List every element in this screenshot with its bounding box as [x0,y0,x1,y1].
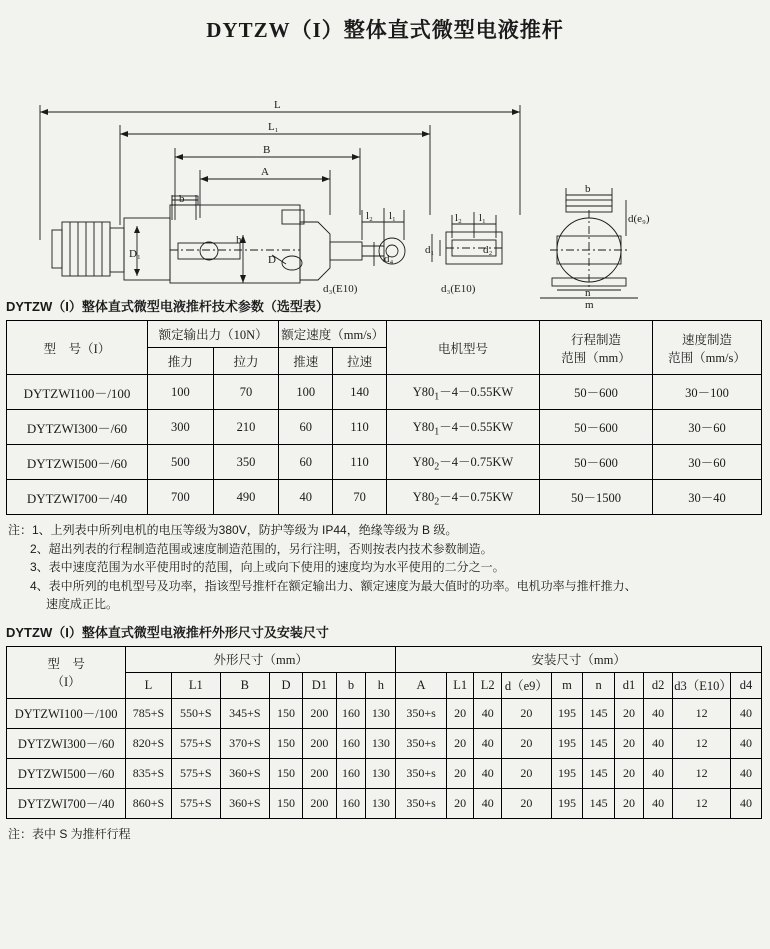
col-d3: d3（E10） [673,672,731,698]
cell-stroke: 50－600 [540,445,653,480]
cell-n: 145 [583,758,615,788]
col-L2: L2 [474,672,502,698]
cell-vpull: 70 [333,480,387,515]
cell-d2: 40 [644,698,673,728]
cell-d3: 12 [673,728,731,758]
cell-b: 160 [336,758,366,788]
dim-label-L: L [274,99,281,111]
cell-push: 500 [148,445,214,480]
cell-model: DYTZWI300－/60 [7,410,148,445]
cell-D: 150 [269,728,302,758]
dim-label-l1-left: l₁ [389,210,396,222]
cell-model: DYTZWI100－/100 [7,698,126,728]
dim-label-b-right: b [585,183,591,195]
col-L: L [126,672,172,698]
motor-subscript: 1 [434,426,440,438]
dim-label-A: A [261,166,269,178]
dim-label-d3-mid: d₃(E10) [441,283,476,295]
col-speed-range-line2: 范围（mm/s） [668,350,746,365]
col-force-push: 推力 [148,348,214,375]
motor-prefix: Y80 [412,489,435,504]
cell-pull: 490 [213,480,279,515]
col-d4: d4 [730,672,761,698]
cell-push: 700 [148,480,214,515]
motor-subscript: 1 [434,391,440,403]
cell-motor [387,480,540,515]
cell-m: 195 [551,758,583,788]
dim-label-l1-mid: l₁ [479,212,486,224]
dim-label-d3-left: d₃(E10) [323,283,358,295]
cell-m: 195 [551,728,583,758]
table-row [7,788,762,818]
cell-d2: 40 [644,788,673,818]
col-model [7,646,126,698]
cell-L1b: 20 [446,698,474,728]
table-row [7,698,762,728]
cell-model: DYTZWI100－/100 [7,375,148,410]
note-line-2: 2、超出列表的行程制造范围或速度制造范围的，另行注明，否则按表内技术参数制造。 [30,541,493,556]
cell-motor [387,410,540,445]
cell-d4: 40 [730,728,761,758]
dim-label-de9: d(e₉) [628,213,650,225]
table-row [7,480,762,515]
motor-prefix: Y80 [412,454,435,469]
col-model-line1: 型 号 [47,657,85,672]
dim-label-b: b [179,193,185,205]
table-row [7,758,762,788]
note-line-3: 3、表中速度范围为水平使用时的范围，向上或向下使用的速度均为水平使用的二分之一。 [30,560,505,575]
motor-suffix: －4－0.75KW [439,454,514,469]
cell-h: 130 [366,788,396,818]
cell-L2: 40 [474,758,502,788]
col-stroke-range-line2: 范围（mm） [561,350,631,365]
cell-pull: 70 [213,375,279,410]
cell-A: 350+s [396,698,447,728]
motor-suffix: －4－0.55KW [439,384,514,399]
cell-vpull: 110 [333,410,387,445]
cell-vpush: 40 [279,480,333,515]
cell-vpush: 100 [279,375,333,410]
cell-D: 150 [269,758,302,788]
table-row [7,410,762,445]
col-stroke-range-line1: 行程制造 [570,332,621,347]
cell-vpush: 60 [279,445,333,480]
col-A: A [396,672,447,698]
cell-model: DYTZWI500－/60 [7,758,126,788]
cell-D1: 200 [303,788,336,818]
motor-prefix: Y80 [412,419,435,434]
col-speed-push: 推速 [279,348,333,375]
col-de9: d（e9） [502,672,552,698]
cell-D: 150 [269,788,302,818]
col-b: b [336,672,366,698]
dim-label-d4: d₄ [384,253,394,265]
cell-de9: 20 [502,698,552,728]
cell-d1: 20 [614,728,643,758]
cell-model: DYTZWI300－/60 [7,728,126,758]
col-d2: d2 [644,672,673,698]
dim-label-D: D [268,254,276,266]
col-model: 型 号（I） [7,321,148,375]
cell-L1: 575+S [171,758,220,788]
cell-vpull: 110 [333,445,387,480]
section2-note: 注：表中 S 为推杆行程 [8,826,131,841]
col-L1: L1 [171,672,220,698]
cell-d1: 20 [614,758,643,788]
cell-m: 195 [551,788,583,818]
table-row [7,445,762,480]
dim-label-d1-mid: d₁ [425,244,435,256]
col-D: D [269,672,302,698]
cell-B: 360+S [220,758,269,788]
dim-label-D1: D₁ [129,248,141,260]
cell-D: 150 [269,698,302,728]
table-row [7,375,762,410]
cell-d1: 20 [614,788,643,818]
cell-L1: 575+S [171,788,220,818]
cell-L1b: 20 [446,728,474,758]
cell-de9: 20 [502,758,552,788]
col-m: m [551,672,583,698]
cell-push: 100 [148,375,214,410]
cell-b: 160 [336,698,366,728]
cell-L: 835+S [126,758,172,788]
cell-L: 785+S [126,698,172,728]
col-D1: D1 [303,672,336,698]
cell-L: 820+S [126,728,172,758]
col-force-group: 额定输出力（10N） [148,321,279,348]
cell-L2: 40 [474,698,502,728]
cell-B: 360+S [220,788,269,818]
dim-label-l2-left: l₂ [366,210,373,222]
table-header-row [7,321,762,348]
cell-b: 160 [336,728,366,758]
section1-notes [0,515,770,616]
dim-label-d2-mid: d₂ [483,244,493,256]
cell-motor [387,445,540,480]
col-motor: 电机型号 [387,321,540,375]
col-speed-range-line1: 速度制造 [681,332,732,347]
cell-model: DYTZWI700－/40 [7,788,126,818]
cell-vpush: 60 [279,410,333,445]
cell-A: 350+s [396,728,447,758]
cell-n: 145 [583,698,615,728]
cell-A: 350+s [396,788,447,818]
cell-L2: 40 [474,788,502,818]
col-install-group: 安装尺寸（mm） [396,646,762,672]
cell-stroke: 50－600 [540,410,653,445]
cell-speed: 30－100 [653,375,762,410]
col-force-pull: 拉力 [213,348,279,375]
cell-L1: 550+S [171,698,220,728]
cell-pull: 350 [213,445,279,480]
cell-D1: 200 [303,698,336,728]
cell-d2: 40 [644,758,673,788]
cell-stroke: 50－1500 [540,480,653,515]
cell-h: 130 [366,698,396,728]
motor-suffix: －4－0.55KW [439,419,514,434]
col-d1: d1 [614,672,643,698]
cell-h: 130 [366,758,396,788]
col-speed-pull: 拉速 [333,348,387,375]
note-line-1: 注：1、上列表中所列电机的电压等级为380V，防护等级为 IP44，绝缘等级为 B 级。 [8,523,458,537]
col-outline-group: 外形尺寸（mm） [126,646,396,672]
cell-D1: 200 [303,728,336,758]
cell-L2: 40 [474,728,502,758]
cell-L: 860+S [126,788,172,818]
cell-D1: 200 [303,758,336,788]
dimension-table [6,646,762,819]
cell-model: DYTZWI700－/40 [7,480,148,515]
cell-d1: 20 [614,698,643,728]
section1-heading: DYTZW（I）整体直式微型电液推杆技术参数（选型表） [6,299,329,314]
cell-d3: 12 [673,758,731,788]
cell-vpull: 140 [333,375,387,410]
cell-de9: 20 [502,728,552,758]
cell-stroke: 50－600 [540,375,653,410]
cell-A: 350+s [396,758,447,788]
table-row [7,728,762,758]
dim-label-l2-mid: l₂ [455,212,462,224]
cell-m: 195 [551,698,583,728]
cell-h: 130 [366,728,396,758]
note-line-5: 速度成正比。 [46,597,119,612]
cell-d3: 12 [673,698,731,728]
col-model-line2: （I） [51,675,81,690]
dim-label-B: B [263,144,271,156]
col-speed-group: 额定速度（mm/s） [279,321,387,348]
cell-d3: 12 [673,788,731,818]
cell-B: 370+S [220,728,269,758]
motor-subscript: 2 [434,496,440,508]
cell-speed: 30－40 [653,480,762,515]
section2-heading: DYTZW（I）整体直式微型电液推杆外形尺寸及安装尺寸 [6,624,329,640]
cell-d2: 40 [644,728,673,758]
cell-L1b: 20 [446,788,474,818]
cell-speed: 30－60 [653,410,762,445]
cell-d4: 40 [730,758,761,788]
cell-model: DYTZWI500－/60 [7,445,148,480]
col-B: B [220,672,269,698]
col-L1b: L1 [446,672,474,698]
cell-d4: 40 [730,698,761,728]
dim-label-h: h [236,234,242,246]
cell-de9: 20 [502,788,552,818]
cell-b: 160 [336,788,366,818]
cell-n: 145 [583,788,615,818]
cell-L1: 575+S [171,728,220,758]
cell-motor [387,375,540,410]
note-line-4: 4、表中所列的电机型号及功率，指该型号推杆在额定输出力、额定速度为最大值时的功率。电机功率与推杆推力、 [30,578,637,593]
spec-table [6,320,762,515]
cell-B: 345+S [220,698,269,728]
page-title: DYTZW（I）整体直式微型电液推杆 [206,18,564,42]
dim-label-n: n [585,287,591,299]
dim-label-m: m [585,299,594,311]
table-header-row [7,646,762,672]
cell-n: 145 [583,728,615,758]
cell-pull: 210 [213,410,279,445]
col-h: h [366,672,396,698]
col-stroke-range [540,321,653,375]
motor-subscript: 2 [434,461,440,473]
motor-suffix: －4－0.75KW [439,489,514,504]
motor-prefix: Y80 [412,384,435,399]
cell-d4: 40 [730,788,761,818]
col-speed-range [653,321,762,375]
dim-label-L1: L₁ [268,121,279,133]
cell-push: 300 [148,410,214,445]
col-n: n [583,672,615,698]
cell-speed: 30－60 [653,445,762,480]
cell-L1b: 20 [446,758,474,788]
